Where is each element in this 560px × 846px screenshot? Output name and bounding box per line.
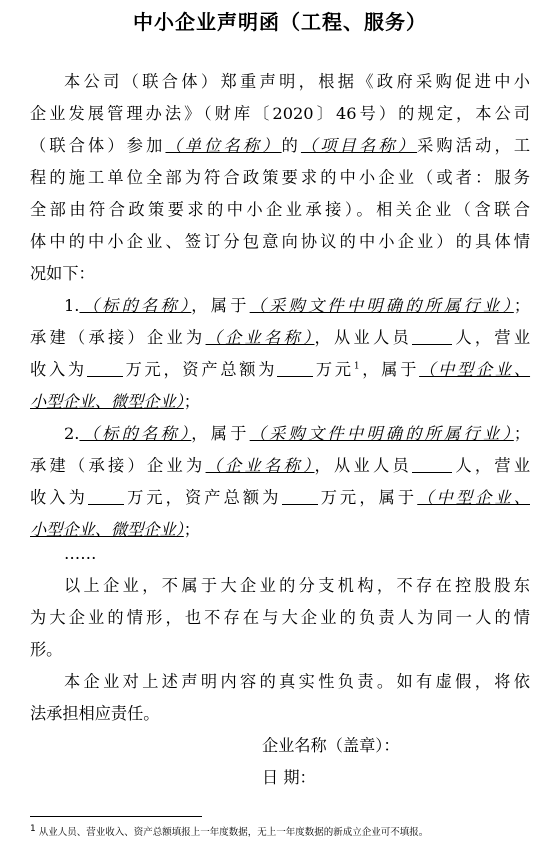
item-text: ，从业人员 [314,456,413,475]
subject-name-field: （标的名称） [79,296,192,315]
item-text: 人，营业 [452,456,531,475]
company-name-field: （企业名称） [205,456,315,475]
item-text: 万元 [317,488,360,507]
item-text: ； [513,296,530,315]
item-text: ，属于 [191,424,250,443]
intro-line-2: 企业发展管理办法》（财库〔2020〕46号）的规定，本公司 [30,104,530,123]
industry-field: （采购文件中明确的所属行业） [249,424,514,443]
intro-text: 的 [281,136,301,155]
statement-line-2: 为大企业的情形，也不存在与大企业的负责人为同一人的情 [30,608,530,627]
enterprise-size-field: 小型企业、微型企业） [30,520,184,539]
item-text: 万元，资产总额为 [123,488,282,507]
staff-count-blank [412,455,452,473]
enterprise-size-field: （中型企业、 [417,488,530,507]
revenue-blank [87,359,123,377]
item-1-line-4 [30,386,530,418]
intro-text: （联合体）参加 [30,136,166,155]
intro-line-5: 全部由符合政策要求的中小企业承接）。相关企业（含联合 [30,200,530,219]
item-1-line-3 [30,354,530,386]
company-seal-label: 企业名称（盖章）： [262,736,400,755]
intro-line-4: 程的施工单位全部为符合政策要求的中小企业（或者：服务 [30,168,530,187]
intro-line-7: 况如下： [30,264,95,283]
statement-line-1: 以上企业，不属于大企业的分支机构，不存在控股股东 [64,576,530,595]
intro-line-3 [30,130,530,162]
footnote-text: 从业人员、营业收入、资产总额填报上一年度数据，无上一年度数据的新成立企业可不填报。 [38,827,429,838]
intro-line-6: 体中的中小企业、签订分包意向协议的中小企业）的具体情 [30,232,530,251]
item-text: ，属于 [359,360,420,379]
item-text: 承建（承接）企业为 [30,328,206,347]
item-2-line-3 [30,482,530,514]
statement-line-3: 形。 [30,640,63,659]
revenue-blank [88,487,124,505]
item-text: ； [513,424,530,443]
liability-line-1: 本企业对上述声明内容的真实性负责。如有虚假，将依 [64,672,530,691]
item-text: 万元，资产总额为 [122,360,278,379]
intro-line-1: 本公司（联合体）郑重声明，根据《政府采购促进中小 [64,72,530,91]
ellipsis: …… [64,544,97,563]
item-text: ，从业人员 [314,328,413,347]
footnote-mark: 1 [30,823,36,834]
item-2-line-2 [30,450,530,482]
enterprise-size-field: （中型企业、 [419,360,531,379]
item-text: 收入为 [30,488,88,507]
footnote [30,823,429,840]
industry-field: （采购文件中明确的所属行业） [249,296,514,315]
subject-name-field: （标的名称） [79,424,192,443]
item-1-line-1 [64,290,530,322]
item-text: 人，营业 [452,328,531,347]
item-text: ，属于 [191,296,250,315]
page-title: 中小企业声明函（工程、服务） [133,10,427,34]
liability-line-2: 法承担相应责任。 [30,704,160,723]
staff-count-blank [412,327,452,345]
item-number: 2. [64,424,80,443]
item-text: ； [183,520,200,539]
item-2-line-1 [64,418,530,450]
unit-name-field: （单位名称） [165,136,282,155]
item-text: 承建（承接）企业为 [30,456,206,475]
item-text: ，属于 [359,488,418,507]
footnote-ref: 1 [353,361,360,372]
item-text: 收入为 [30,360,87,379]
item-1-line-2 [30,322,530,354]
item-text: 万元 [313,360,354,379]
assets-blank [277,359,313,377]
project-name-field: （项目名称） [300,136,418,155]
enterprise-size-field: 小型企业、微型企业） [30,392,184,411]
company-name-field: （企业名称） [205,328,315,347]
date-label: 日 期： [262,768,316,787]
item-text: ； [183,392,200,411]
intro-text: 采购活动，工 [417,136,531,155]
assets-blank [282,487,318,505]
item-number: 1. [64,296,80,315]
footnote-divider [30,816,202,817]
